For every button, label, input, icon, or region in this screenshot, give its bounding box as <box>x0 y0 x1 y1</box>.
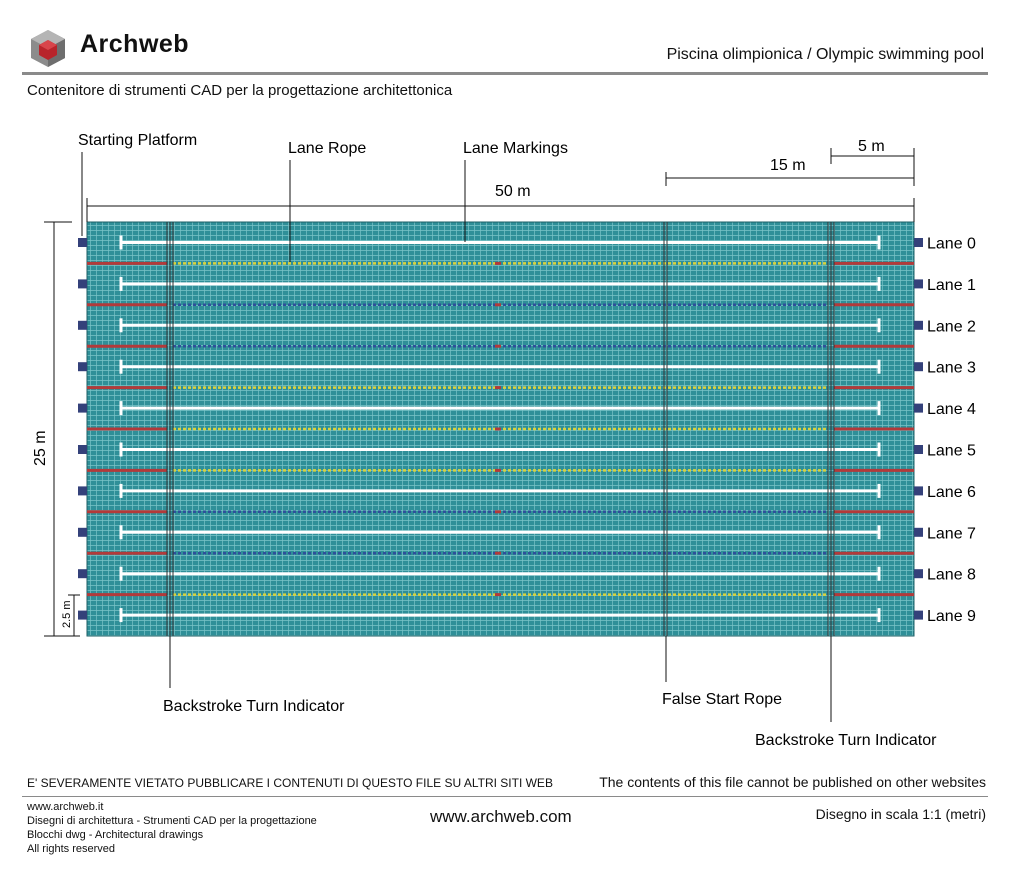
starting-platform <box>78 445 87 454</box>
page-subtitle: Contenitore di strumenti CAD per la progettazione architettonica <box>27 82 453 99</box>
lane-label: Lane 5 <box>927 442 976 460</box>
starting-platform <box>78 404 87 413</box>
starting-platform <box>78 321 87 330</box>
starting-platform <box>78 238 87 247</box>
lane-label: Lane 9 <box>927 608 976 626</box>
label-lane-rope: Lane Rope <box>288 140 367 157</box>
starting-platform <box>914 362 923 371</box>
starting-platform <box>914 404 923 413</box>
lane-label: Lane 1 <box>927 276 976 294</box>
dim-width-label: 25 m <box>32 430 49 466</box>
lane-label: Lane 7 <box>927 525 976 543</box>
dim-15m-label: 15 m <box>770 157 806 174</box>
scale-note: Disegno in scala 1:1 (metri) <box>815 806 986 822</box>
label-backstroke-left: Backstroke Turn Indicator <box>163 698 345 715</box>
starting-platform <box>914 528 923 537</box>
footer-line: Disegni di architettura - Strumenti CAD per la progettazione <box>27 815 317 827</box>
starting-platform <box>914 445 923 454</box>
dim-5m-label: 5 m <box>858 138 885 155</box>
starting-platform <box>914 611 923 620</box>
starting-platform <box>78 486 87 495</box>
lane-label: Lane 0 <box>927 235 976 253</box>
starting-platform <box>914 486 923 495</box>
dim-lane-width-label: 2.5 m <box>61 600 73 628</box>
starting-platform <box>78 611 87 620</box>
footer-line: Blocchi dwg - Architectural drawings <box>27 829 204 841</box>
footer-divider <box>22 796 988 797</box>
brand-name: Archweb <box>80 30 190 58</box>
starting-platform <box>78 569 87 578</box>
starting-platform <box>78 528 87 537</box>
site-link[interactable]: www.archweb.com <box>430 807 572 826</box>
label-starting-platform: Starting Platform <box>78 132 198 149</box>
lane-label: Lane 6 <box>927 483 976 501</box>
footer-credits <box>27 800 317 856</box>
label-lane-markings: Lane Markings <box>463 140 568 157</box>
starting-platform <box>914 279 923 288</box>
starting-platform <box>914 569 923 578</box>
lane-label: Lane 8 <box>927 566 976 584</box>
lane-label: Lane 2 <box>927 318 976 336</box>
lane-label: Lane 4 <box>927 401 976 419</box>
page-title: Piscina olimpionica / Olympic swimming pool <box>666 46 984 63</box>
starting-platform <box>78 279 87 288</box>
starting-platform <box>914 238 923 247</box>
dim-length-label: 50 m <box>495 183 531 200</box>
footer-line[interactable]: www.archweb.it <box>27 801 104 813</box>
starting-platform <box>78 362 87 371</box>
label-backstroke-right: Backstroke Turn Indicator <box>755 732 937 749</box>
label-false-start-rope: False Start Rope <box>662 691 783 708</box>
warning-italian: E' SEVERAMENTE VIETATO PUBBLICARE I CONTENUTI DI QUESTO FILE SU ALTRI SITI WEB <box>27 776 553 790</box>
lane-label: Lane 3 <box>927 359 976 377</box>
warning-english: The contents of this file cannot be published on other websites <box>599 774 986 790</box>
lane-labels <box>927 236 976 626</box>
footer-line: All rights reserved <box>27 843 116 855</box>
starting-platform <box>914 321 923 330</box>
